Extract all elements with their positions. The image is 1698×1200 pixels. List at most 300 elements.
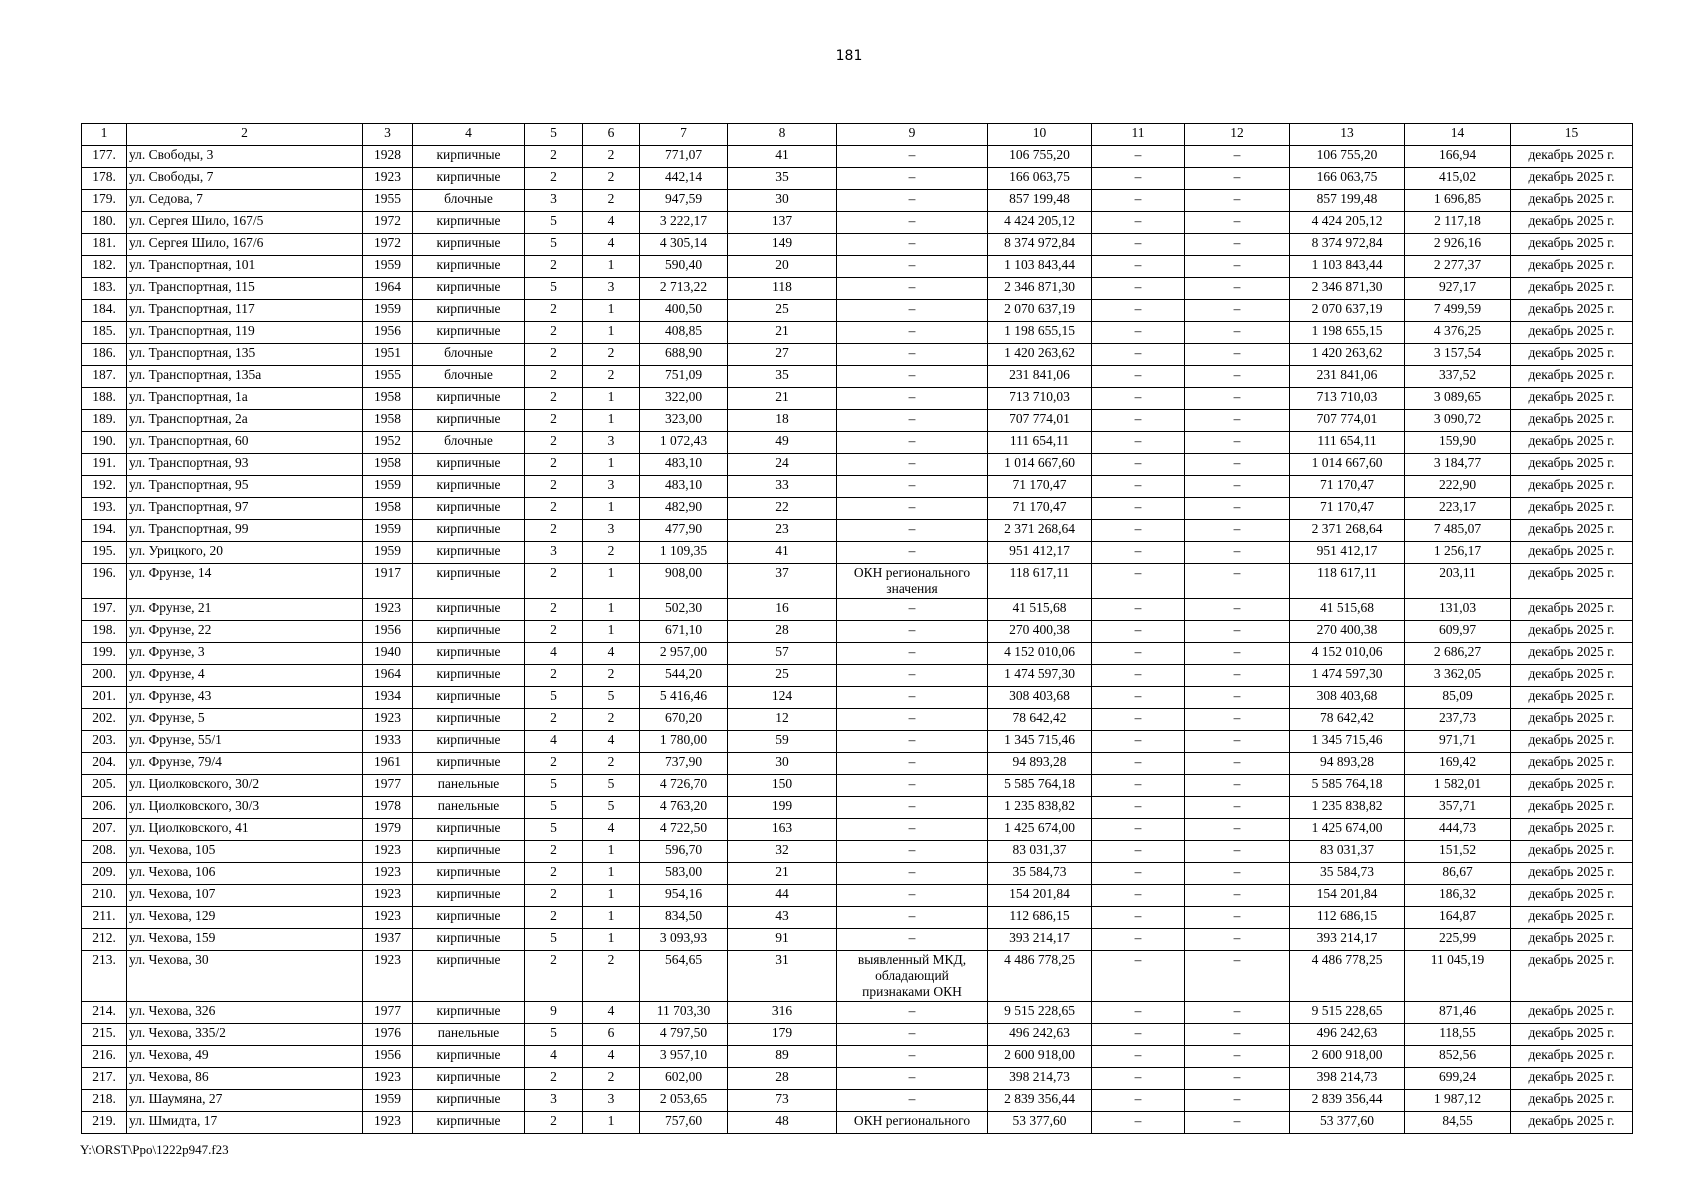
cell-deadline: декабрь 2025 г. [1511,498,1633,520]
cell-residents: 28 [728,621,837,643]
cell-row-number: 191. [82,454,127,476]
cell-cost-col12: – [1185,863,1290,885]
cell-address: ул. Урицкого, 20 [127,542,363,564]
cell-year-built: 1977 [363,775,413,797]
cell-cost-per-sqm: 86,67 [1405,863,1511,885]
cell-address: ул. Транспортная, 135а [127,366,363,388]
cell-heritage-status: – [837,322,988,344]
cell-cost-col12: – [1185,709,1290,731]
cell-cost-col13: 166 063,75 [1290,168,1405,190]
cell-wall-material: кирпичные [413,643,525,665]
cell-cost-col13: 4 424 205,12 [1290,212,1405,234]
cell-address: ул. Сергея Шило, 167/6 [127,234,363,256]
cell-cost-total: 78 642,42 [988,709,1092,731]
cell-address: ул. Транспортная, 1а [127,388,363,410]
cell-cost-col11: – [1092,454,1185,476]
cell-entrances: 2 [583,190,640,212]
table-header-row [82,124,1633,146]
cell-floors: 3 [525,1090,583,1112]
cell-floors: 5 [525,819,583,841]
cell-address: ул. Фрунзе, 79/4 [127,753,363,775]
cell-year-built: 1923 [363,951,413,1002]
cell-cost-col13: 4 152 010,06 [1290,643,1405,665]
table-row [82,410,1633,432]
cell-wall-material: блочные [413,366,525,388]
cell-row-number: 186. [82,344,127,366]
cell-deadline: декабрь 2025 г. [1511,520,1633,542]
cell-row-number: 218. [82,1090,127,1112]
table-row [82,1112,1633,1134]
cell-address: ул. Чехова, 107 [127,885,363,907]
cell-cost-total: 71 170,47 [988,476,1092,498]
cell-residents: 16 [728,599,837,621]
cell-cost-col12: – [1185,212,1290,234]
cell-heritage-status: – [837,146,988,168]
column-header: 4 [413,124,525,146]
cell-cost-col11: – [1092,190,1185,212]
file-path-footer: Y:\ORST\Ppo\1222p947.f23 [80,1142,229,1157]
cell-year-built: 1959 [363,1090,413,1112]
cell-heritage-status: – [837,599,988,621]
cell-row-number: 200. [82,665,127,687]
cell-residents: 163 [728,819,837,841]
cell-floors: 2 [525,863,583,885]
cell-residents: 25 [728,300,837,322]
cell-cost-col12: – [1185,951,1290,1002]
table-row [82,687,1633,709]
cell-cost-col11: – [1092,366,1185,388]
cell-address: ул. Транспортная, 95 [127,476,363,498]
cell-cost-per-sqm: 3 089,65 [1405,388,1511,410]
cell-heritage-status: – [837,454,988,476]
cell-entrances: 1 [583,885,640,907]
cell-address: ул. Транспортная, 101 [127,256,363,278]
cell-area: 596,70 [640,841,728,863]
cell-floors: 2 [525,388,583,410]
cell-cost-col12: – [1185,1090,1290,1112]
cell-cost-col13: 707 774,01 [1290,410,1405,432]
cell-residents: 31 [728,951,837,1002]
cell-cost-col13: 2 346 871,30 [1290,278,1405,300]
cell-residents: 20 [728,256,837,278]
cell-cost-col11: – [1092,797,1185,819]
cell-wall-material: кирпичные [413,841,525,863]
cell-entrances: 2 [583,366,640,388]
cell-heritage-status: – [837,841,988,863]
cell-deadline: декабрь 2025 г. [1511,388,1633,410]
cell-wall-material: кирпичные [413,753,525,775]
cell-row-number: 198. [82,621,127,643]
cell-wall-material: блочные [413,190,525,212]
cell-cost-col12: – [1185,168,1290,190]
table-row [82,1046,1633,1068]
cell-row-number: 214. [82,1002,127,1024]
cell-floors: 5 [525,1024,583,1046]
cell-residents: 41 [728,542,837,564]
cell-entrances: 5 [583,775,640,797]
cell-floors: 2 [525,753,583,775]
cell-row-number: 180. [82,212,127,234]
cell-row-number: 182. [82,256,127,278]
table-row [82,1024,1633,1046]
table-row [82,300,1633,322]
cell-address: ул. Чехова, 106 [127,863,363,885]
cell-year-built: 1958 [363,454,413,476]
cell-cost-total: 1 235 838,82 [988,797,1092,819]
cell-address: ул. Транспортная, 135 [127,344,363,366]
cell-cost-total: 166 063,75 [988,168,1092,190]
cell-row-number: 197. [82,599,127,621]
cell-cost-col13: 857 199,48 [1290,190,1405,212]
cell-wall-material: кирпичные [413,599,525,621]
cell-deadline: декабрь 2025 г. [1511,1068,1633,1090]
cell-floors: 2 [525,410,583,432]
cell-wall-material: кирпичные [413,1068,525,1090]
cell-cost-total: 41 515,68 [988,599,1092,621]
cell-cost-per-sqm: 699,24 [1405,1068,1511,1090]
cell-wall-material: кирпичные [413,234,525,256]
cell-entrances: 4 [583,643,640,665]
cell-entrances: 2 [583,344,640,366]
cell-cost-col13: 118 617,11 [1290,564,1405,599]
cell-area: 4 305,14 [640,234,728,256]
cell-floors: 2 [525,665,583,687]
cell-heritage-status: – [837,863,988,885]
cell-cost-col11: – [1092,599,1185,621]
cell-wall-material: кирпичные [413,1046,525,1068]
cell-wall-material: кирпичные [413,476,525,498]
cell-residents: 57 [728,643,837,665]
cell-address: ул. Фрунзе, 14 [127,564,363,599]
cell-heritage-status: – [837,498,988,520]
cell-row-number: 203. [82,731,127,753]
cell-cost-col11: – [1092,1024,1185,1046]
cell-year-built: 1923 [363,1068,413,1090]
cell-cost-per-sqm: 2 277,37 [1405,256,1511,278]
cell-residents: 37 [728,564,837,599]
cell-wall-material: кирпичные [413,929,525,951]
cell-row-number: 177. [82,146,127,168]
cell-cost-per-sqm: 7 485,07 [1405,520,1511,542]
cell-cost-col12: – [1185,1112,1290,1134]
cell-heritage-status: – [837,885,988,907]
cell-heritage-status: – [837,1024,988,1046]
table-row [82,520,1633,542]
cell-year-built: 1928 [363,146,413,168]
cell-entrances: 4 [583,731,640,753]
cell-cost-col13: 1 198 655,15 [1290,322,1405,344]
cell-cost-col13: 4 486 778,25 [1290,951,1405,1002]
cell-cost-per-sqm: 151,52 [1405,841,1511,863]
cell-year-built: 1952 [363,432,413,454]
cell-area: 670,20 [640,709,728,731]
cell-residents: 199 [728,797,837,819]
cell-address: ул. Чехова, 49 [127,1046,363,1068]
cell-cost-col13: 71 170,47 [1290,498,1405,520]
cell-deadline: декабрь 2025 г. [1511,643,1633,665]
table-row [82,775,1633,797]
cell-residents: 89 [728,1046,837,1068]
cell-deadline: декабрь 2025 г. [1511,256,1633,278]
cell-cost-per-sqm: 3 362,05 [1405,665,1511,687]
cell-wall-material: кирпичные [413,454,525,476]
cell-cost-col12: – [1185,476,1290,498]
cell-cost-total: 713 710,03 [988,388,1092,410]
cell-entrances: 1 [583,564,640,599]
cell-deadline: декабрь 2025 г. [1511,929,1633,951]
cell-year-built: 1964 [363,278,413,300]
cell-heritage-status: ОКН регионального значения [837,564,988,599]
cell-cost-col11: – [1092,907,1185,929]
cell-address: ул. Транспортная, 60 [127,432,363,454]
cell-residents: 149 [728,234,837,256]
cell-year-built: 1955 [363,190,413,212]
cell-year-built: 1937 [363,929,413,951]
cell-deadline: декабрь 2025 г. [1511,432,1633,454]
cell-cost-col11: – [1092,344,1185,366]
cell-cost-col12: – [1185,1046,1290,1068]
cell-floors: 2 [525,146,583,168]
cell-cost-per-sqm: 4 376,25 [1405,322,1511,344]
cell-row-number: 211. [82,907,127,929]
cell-cost-col12: – [1185,621,1290,643]
cell-year-built: 1959 [363,256,413,278]
cell-area: 5 416,46 [640,687,728,709]
cell-row-number: 217. [82,1068,127,1090]
cell-residents: 35 [728,366,837,388]
column-header: 3 [363,124,413,146]
cell-residents: 150 [728,775,837,797]
cell-cost-per-sqm: 2 926,16 [1405,234,1511,256]
cell-entrances: 4 [583,212,640,234]
cell-cost-col11: – [1092,146,1185,168]
cell-residents: 124 [728,687,837,709]
cell-cost-total: 111 654,11 [988,432,1092,454]
cell-year-built: 1923 [363,709,413,731]
cell-entrances: 4 [583,1002,640,1024]
cell-cost-col13: 393 214,17 [1290,929,1405,951]
cell-cost-total: 94 893,28 [988,753,1092,775]
cell-cost-col12: – [1185,146,1290,168]
column-header: 2 [127,124,363,146]
cell-address: ул. Транспортная, 117 [127,300,363,322]
cell-heritage-status: – [837,687,988,709]
cell-cost-col11: – [1092,1090,1185,1112]
cell-year-built: 1923 [363,168,413,190]
cell-cost-col13: 496 242,63 [1290,1024,1405,1046]
cell-cost-total: 2 371 268,64 [988,520,1092,542]
cell-year-built: 1923 [363,907,413,929]
cell-heritage-status: – [837,212,988,234]
table-row [82,322,1633,344]
cell-wall-material: кирпичные [413,410,525,432]
cell-wall-material: кирпичные [413,951,525,1002]
cell-heritage-status: – [837,256,988,278]
cell-deadline: декабрь 2025 г. [1511,951,1633,1002]
cell-residents: 41 [728,146,837,168]
cell-cost-col12: – [1185,687,1290,709]
cell-deadline: декабрь 2025 г. [1511,687,1633,709]
cell-year-built: 1955 [363,366,413,388]
cell-floors: 2 [525,709,583,731]
cell-cost-per-sqm: 1 256,17 [1405,542,1511,564]
cell-cost-total: 1 345 715,46 [988,731,1092,753]
cell-floors: 2 [525,300,583,322]
cell-cost-total: 1 103 843,44 [988,256,1092,278]
cell-cost-per-sqm: 1 987,12 [1405,1090,1511,1112]
cell-wall-material: кирпичные [413,278,525,300]
cell-cost-total: 53 377,60 [988,1112,1092,1134]
cell-entrances: 2 [583,542,640,564]
cell-cost-col13: 2 839 356,44 [1290,1090,1405,1112]
cell-area: 544,20 [640,665,728,687]
cell-address: ул. Сергея Шило, 167/5 [127,212,363,234]
cell-area: 1 072,43 [640,432,728,454]
cell-area: 834,50 [640,907,728,929]
cell-year-built: 1958 [363,388,413,410]
cell-area: 2 957,00 [640,643,728,665]
cell-cost-col12: – [1185,278,1290,300]
cell-area: 400,50 [640,300,728,322]
table-body [82,146,1633,1134]
cell-cost-per-sqm: 871,46 [1405,1002,1511,1024]
cell-cost-col13: 71 170,47 [1290,476,1405,498]
cell-cost-col13: 8 374 972,84 [1290,234,1405,256]
cell-year-built: 1961 [363,753,413,775]
cell-cost-total: 1 198 655,15 [988,322,1092,344]
table-row [82,841,1633,863]
cell-residents: 32 [728,841,837,863]
cell-cost-per-sqm: 971,71 [1405,731,1511,753]
cell-cost-col11: – [1092,1112,1185,1134]
table-row [82,278,1633,300]
cell-floors: 5 [525,234,583,256]
table-row [82,929,1633,951]
cell-cost-total: 4 424 205,12 [988,212,1092,234]
cell-cost-col11: – [1092,775,1185,797]
cell-heritage-status: – [837,621,988,643]
cell-cost-per-sqm: 84,55 [1405,1112,1511,1134]
cell-cost-col12: – [1185,564,1290,599]
cell-address: ул. Фрунзе, 4 [127,665,363,687]
cell-cost-total: 118 617,11 [988,564,1092,599]
cell-cost-total: 106 755,20 [988,146,1092,168]
cell-residents: 316 [728,1002,837,1024]
cell-area: 408,85 [640,322,728,344]
cell-entrances: 1 [583,907,640,929]
cell-cost-total: 496 242,63 [988,1024,1092,1046]
cell-cost-col12: – [1185,643,1290,665]
cell-row-number: 205. [82,775,127,797]
table-row [82,731,1633,753]
cell-year-built: 1934 [363,687,413,709]
cell-cost-col11: – [1092,665,1185,687]
page-number: 181 [835,48,863,64]
cell-heritage-status: – [837,388,988,410]
cell-residents: 48 [728,1112,837,1134]
cell-cost-total: 2 346 871,30 [988,278,1092,300]
cell-deadline: декабрь 2025 г. [1511,234,1633,256]
cell-wall-material: кирпичные [413,322,525,344]
cell-deadline: декабрь 2025 г. [1511,344,1633,366]
cell-floors: 2 [525,322,583,344]
cell-cost-per-sqm: 85,09 [1405,687,1511,709]
cell-heritage-status: – [837,775,988,797]
cell-year-built: 1956 [363,322,413,344]
cell-row-number: 187. [82,366,127,388]
cell-residents: 30 [728,190,837,212]
cell-address: ул. Транспортная, 97 [127,498,363,520]
cell-area: 2 713,22 [640,278,728,300]
cell-address: ул. Шаумяна, 27 [127,1090,363,1112]
cell-floors: 5 [525,687,583,709]
cell-wall-material: кирпичные [413,1112,525,1134]
cell-cost-col13: 154 201,84 [1290,885,1405,907]
cell-cost-total: 857 199,48 [988,190,1092,212]
cell-cost-total: 154 201,84 [988,885,1092,907]
cell-entrances: 1 [583,322,640,344]
cell-deadline: декабрь 2025 г. [1511,212,1633,234]
cell-area: 2 053,65 [640,1090,728,1112]
column-header: 9 [837,124,988,146]
cell-residents: 30 [728,753,837,775]
cell-cost-per-sqm: 1 696,85 [1405,190,1511,212]
cell-deadline: декабрь 2025 г. [1511,476,1633,498]
cell-row-number: 194. [82,520,127,542]
cell-cost-col13: 398 214,73 [1290,1068,1405,1090]
cell-entrances: 2 [583,753,640,775]
cell-cost-col13: 1 420 263,62 [1290,344,1405,366]
cell-cost-col13: 83 031,37 [1290,841,1405,863]
table-row [82,454,1633,476]
cell-cost-col12: – [1185,731,1290,753]
cell-address: ул. Фрунзе, 22 [127,621,363,643]
cell-floors: 4 [525,731,583,753]
cell-area: 751,09 [640,366,728,388]
cell-heritage-status: – [837,665,988,687]
cell-year-built: 1959 [363,300,413,322]
cell-cost-col12: – [1185,753,1290,775]
cell-entrances: 1 [583,300,640,322]
cell-cost-col12: – [1185,1002,1290,1024]
cell-cost-col11: – [1092,388,1185,410]
cell-cost-col11: – [1092,731,1185,753]
cell-cost-col12: – [1185,797,1290,819]
cell-year-built: 1923 [363,863,413,885]
table-row [82,885,1633,907]
cell-deadline: декабрь 2025 г. [1511,907,1633,929]
cell-floors: 5 [525,929,583,951]
cell-residents: 21 [728,388,837,410]
cell-wall-material: кирпичные [413,168,525,190]
cell-area: 323,00 [640,410,728,432]
cell-address: ул. Циолковского, 30/3 [127,797,363,819]
table-row [82,1068,1633,1090]
cell-row-number: 208. [82,841,127,863]
cell-residents: 179 [728,1024,837,1046]
cell-deadline: декабрь 2025 г. [1511,278,1633,300]
cell-wall-material: кирпичные [413,146,525,168]
cell-heritage-status: – [837,753,988,775]
cell-deadline: декабрь 2025 г. [1511,564,1633,599]
cell-deadline: декабрь 2025 г. [1511,709,1633,731]
cell-cost-col12: – [1185,498,1290,520]
cell-cost-per-sqm: 444,73 [1405,819,1511,841]
cell-floors: 2 [525,366,583,388]
cell-deadline: декабрь 2025 г. [1511,819,1633,841]
cell-address: ул. Чехова, 326 [127,1002,363,1024]
cell-entrances: 3 [583,278,640,300]
